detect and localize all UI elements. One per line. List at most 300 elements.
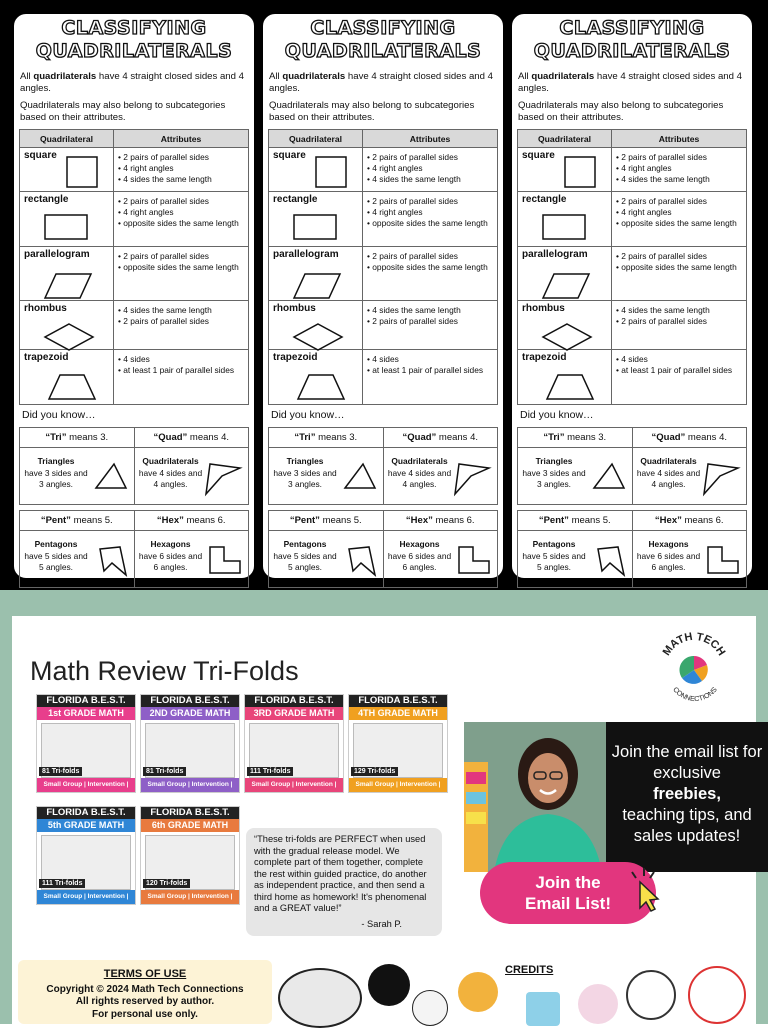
col-attributes: Attributes — [114, 130, 249, 148]
cover-count: 120 Tri-folds — [143, 879, 190, 888]
attributes-cell — [612, 192, 747, 247]
prefix-facts-2 — [268, 510, 498, 588]
card-intro — [263, 71, 503, 123]
quadrilateral-name-cell — [20, 350, 114, 405]
attributes-cell — [114, 247, 249, 301]
hex-heading — [134, 511, 249, 530]
tri-means: means 3. — [315, 432, 358, 443]
quadrilateral-name: trapezoid — [24, 352, 69, 363]
testimonial-author: - Sarah P. — [361, 918, 402, 929]
trapezoid-icon — [546, 374, 594, 403]
hexagons-cell — [134, 531, 249, 587]
quadrilaterals-label: Quadrilaterals — [391, 456, 448, 466]
cover-grade: 1st GRADE MATH — [37, 707, 135, 720]
promo-title: Math Review Tri-Folds — [30, 656, 299, 686]
parallelogram-icon — [293, 273, 341, 302]
intro-bold: quadrilaterals — [282, 71, 346, 82]
credit-badge-8[interactable] — [688, 966, 746, 1024]
terms-line2: All rights reserved by author. — [75, 996, 215, 1007]
attribute-item: • 4 sides — [118, 354, 245, 365]
hex-means: means 6. — [183, 515, 226, 526]
rectangle-icon — [44, 214, 88, 243]
attribute-item: • 2 pairs of parallel sides — [616, 196, 743, 207]
triangles-cell — [269, 448, 383, 504]
quadrilateral-name-cell — [269, 192, 363, 247]
cover-bar: FLORIDA B.E.S.T. — [349, 695, 447, 707]
svg-text:MATH TECH — [661, 631, 728, 658]
quadrilateral-row — [518, 247, 747, 301]
triangles-label: Triangles — [535, 456, 573, 466]
cover-bar: FLORIDA B.E.S.T. — [37, 695, 135, 707]
square-icon — [315, 156, 347, 191]
intro-paragraph-1 — [20, 71, 248, 94]
quadrilateral-name: rhombus — [522, 303, 565, 314]
email-pitch-post: teaching tips, and sales updates! — [622, 806, 752, 845]
testimonial — [246, 828, 442, 936]
quadrilateral-row — [269, 350, 498, 405]
pent-word: “Pent” — [40, 515, 71, 526]
quadrilaterals-label: Quadrilaterals — [640, 456, 697, 466]
tri-heading — [20, 428, 134, 447]
attribute-item: • 2 pairs of parallel sides — [616, 251, 743, 262]
product-cover[interactable] — [36, 694, 136, 802]
pentagons-label: Pentagons — [532, 539, 576, 549]
attribute-item: • 2 pairs of parallel sides — [367, 251, 494, 262]
pentagons-cell — [269, 531, 383, 587]
attribute-item: • opposite sides the same length — [367, 262, 494, 273]
credit-badge-2[interactable] — [368, 964, 410, 1006]
quadrilateral-name: parallelogram — [522, 249, 588, 260]
quad-means: means 4. — [436, 432, 478, 443]
pentagon-icon — [596, 545, 626, 577]
cover-grade: 4TH GRADE MATH — [349, 707, 447, 720]
quad-heading — [632, 428, 747, 447]
credit-badge-3[interactable] — [412, 990, 448, 1026]
attribute-item: • at least 1 pair of parallel sides — [616, 365, 743, 376]
intro-paragraph-1 — [518, 71, 746, 94]
l-hexagon-icon — [457, 545, 491, 575]
col-attributes: Attributes — [612, 130, 747, 148]
card-intro — [512, 71, 752, 123]
quadrilateral-name: rhombus — [273, 303, 316, 314]
credit-badge-1[interactable] — [278, 968, 362, 1028]
attributes-cell — [612, 301, 747, 350]
logo-icon — [652, 624, 736, 708]
triangles-cell — [518, 448, 632, 504]
did-you-know: Did you know… — [520, 409, 594, 421]
attribute-item: • 2 pairs of parallel sides — [616, 152, 743, 163]
attribute-item: • 4 right angles — [616, 163, 743, 174]
cover-grade: 2ND GRADE MATH — [141, 707, 239, 720]
quadrilateral-name-cell — [20, 192, 114, 247]
tri-heading — [269, 428, 383, 447]
parallelogram-icon — [542, 273, 590, 302]
attribute-item: • 4 right angles — [118, 163, 245, 174]
attribute-item: • 4 right angles — [367, 163, 494, 174]
attribute-item: • opposite sides the same length — [616, 262, 743, 273]
pent-means: means 5. — [319, 515, 362, 526]
card-intro — [14, 71, 254, 123]
quadrilateral-name-cell — [269, 247, 363, 301]
hex-means: means 6. — [432, 515, 475, 526]
credit-badge-6[interactable] — [578, 984, 618, 1024]
quadrilateral-row — [20, 350, 249, 405]
triangles-label: Triangles — [37, 456, 75, 466]
attribute-item: • opposite sides the same length — [367, 218, 494, 229]
quadrilateral-name-cell — [269, 301, 363, 350]
attribute-item: • 4 sides the same length — [367, 305, 494, 316]
attribute-item: • 4 sides the same length — [118, 174, 245, 185]
attribute-item: • 4 sides the same length — [118, 305, 245, 316]
trapezoid-icon — [48, 374, 96, 403]
attribute-item: • at least 1 pair of parallel sides — [118, 365, 245, 376]
dart-icon — [204, 462, 242, 496]
intro-paragraph-1 — [269, 71, 497, 94]
quad-means: means 4. — [187, 432, 229, 443]
quadrilaterals-desc: have 4 sides and 4 angles. — [138, 467, 203, 489]
attribute-item: • 2 pairs of parallel sides — [118, 251, 245, 262]
credit-badge-4[interactable] — [458, 972, 498, 1012]
math-tech-logo[interactable] — [652, 624, 736, 708]
attributes-cell — [363, 192, 498, 247]
cover-grade: 6th GRADE MATH — [141, 819, 239, 832]
quadrilateral-name: trapezoid — [273, 352, 318, 363]
attribute-item: • 2 pairs of parallel sides — [118, 152, 245, 163]
quadrilateral-name: rectangle — [273, 194, 318, 205]
card-title-line1: CLASSIFYING — [559, 17, 705, 39]
triangle-icon — [343, 462, 377, 490]
prefix-facts-2 — [517, 510, 747, 588]
quadrilaterals-cell — [632, 448, 747, 504]
attribute-item: • 4 sides the same length — [367, 174, 494, 185]
quad-heading — [383, 428, 498, 447]
attribute-item: • 2 pairs of parallel sides — [118, 316, 245, 327]
prefix-facts-2 — [19, 510, 249, 588]
hexagons-label: Hexagons — [399, 539, 440, 549]
attribute-item: • 4 right angles — [367, 207, 494, 218]
attribute-item: • 4 sides the same length — [616, 174, 743, 185]
prefix-facts-1 — [517, 427, 747, 505]
quadrilateral-name-cell — [518, 247, 612, 301]
quadrilateral-name-cell — [20, 301, 114, 350]
intro-post: have 4 straight closed sides and 4 angles. — [20, 71, 244, 94]
tri-word: “Tri” — [45, 432, 67, 443]
cursor-icon — [626, 868, 660, 912]
quadrilateral-name: square — [24, 150, 57, 161]
l-hexagon-icon — [706, 545, 740, 575]
cover-bar: FLORIDA B.E.S.T. — [141, 695, 239, 707]
intro-paragraph-2: Quadrilaterals may also belong to subcategories based on their attributes. — [518, 100, 724, 123]
join-email-button[interactable] — [480, 862, 656, 924]
pentagons-label: Pentagons — [34, 539, 78, 549]
attribute-item: • 2 pairs of parallel sides — [616, 316, 743, 327]
card-title-line2: QUADRILATERALS — [35, 40, 233, 62]
card-title-line2: QUADRILATERALS — [533, 40, 731, 62]
quadrilateral-table — [268, 129, 498, 405]
credit-badge-5[interactable] — [526, 992, 560, 1026]
prefix-facts-1 — [268, 427, 498, 505]
cover-strip: Small Group | Intervention | Test Prep — [141, 778, 239, 792]
did-you-know: Did you know… — [22, 409, 96, 421]
intro-post: have 4 straight closed sides and 4 angles. — [269, 71, 493, 94]
attribute-item: • 4 right angles — [616, 207, 743, 218]
cover-strip: Small Group | Intervention | Test Prep — [37, 890, 135, 904]
hexagons-desc: have 6 sides and 6 angles. — [387, 550, 452, 572]
pentagons-desc: have 5 sides and 5 angles. — [24, 550, 88, 572]
l-hexagon-icon — [208, 545, 242, 575]
email-pitch — [606, 722, 768, 872]
author-photo — [464, 722, 606, 872]
intro-pre: All — [269, 71, 283, 82]
card-title-line2: QUADRILATERALS — [284, 40, 482, 62]
attribute-item: • at least 1 pair of parallel sides — [367, 365, 494, 376]
cover-bar: FLORIDA B.E.S.T. — [37, 807, 135, 819]
quad-heading — [134, 428, 249, 447]
col-quadrilateral: Quadrilateral — [518, 130, 612, 148]
quadrilateral-name: square — [273, 150, 306, 161]
quad-means: means 4. — [685, 432, 727, 443]
attributes-cell — [363, 301, 498, 350]
quadrilateral-name-cell — [518, 192, 612, 247]
attributes-cell — [114, 192, 249, 247]
quadrilaterals-cell — [383, 448, 498, 504]
quadrilateral-row — [20, 247, 249, 301]
intro-bold: quadrilaterals — [33, 71, 97, 82]
did-you-know: Did you know… — [271, 409, 345, 421]
quadrilateral-row — [269, 247, 498, 301]
attributes-cell — [612, 350, 747, 405]
quadrilateral-name: parallelogram — [273, 249, 339, 260]
prefix-facts-1 — [19, 427, 249, 505]
quadrilateral-name: rectangle — [24, 194, 69, 205]
quadrilateral-name: square — [522, 150, 555, 161]
dart-icon — [702, 462, 740, 496]
quadrilateral-name-cell — [518, 350, 612, 405]
card-title — [14, 17, 254, 67]
pentagon-icon — [98, 545, 128, 577]
parallelogram-icon — [44, 273, 92, 302]
triangles-desc: have 3 sides and 3 angles. — [24, 467, 88, 489]
quadrilateral-row — [518, 350, 747, 405]
hexagons-cell — [632, 531, 747, 587]
triangles-cell — [20, 448, 134, 504]
credits-heading: CREDITS — [505, 964, 554, 976]
hexagons-desc: have 6 sides and 6 angles. — [636, 550, 701, 572]
terms-line1: Copyright © 2024 Math Tech Connections — [46, 983, 244, 995]
attributes-cell — [363, 247, 498, 301]
tri-word: “Tri” — [294, 432, 316, 443]
pentagons-cell — [518, 531, 632, 587]
quadrilateral-row — [20, 148, 249, 192]
pent-means: means 5. — [70, 515, 113, 526]
attribute-item: • opposite sides the same length — [118, 262, 245, 273]
pent-heading — [518, 511, 632, 530]
pentagons-cell — [20, 531, 134, 587]
quadrilateral-name-cell — [269, 148, 363, 192]
cover-strip: Small Group | Intervention | Test Prep — [245, 778, 343, 792]
trifold-card-1 — [12, 12, 256, 580]
logo-text-top: MATH TECH — [660, 630, 728, 658]
quadrilateral-name-cell — [269, 350, 363, 405]
pent-heading — [20, 511, 134, 530]
quadrilaterals-desc: have 4 sides and 4 angles. — [387, 467, 452, 489]
col-quadrilateral: Quadrilateral — [269, 130, 363, 148]
cover-strip: Small Group | Intervention | Test Prep — [141, 890, 239, 904]
product-cover[interactable] — [140, 806, 240, 914]
attribute-item: • 2 pairs of parallel sides — [367, 152, 494, 163]
quadrilaterals-label: Quadrilaterals — [142, 456, 199, 466]
attributes-cell — [114, 148, 249, 192]
intro-bold: quadrilaterals — [531, 71, 595, 82]
hexagons-label: Hexagons — [648, 539, 689, 549]
quadrilaterals-cell — [134, 448, 249, 504]
intro-paragraph-2: Quadrilaterals may also belong to subcategories based on their attributes. — [20, 100, 226, 123]
col-quadrilateral: Quadrilateral — [20, 130, 114, 148]
triangles-label: Triangles — [286, 456, 324, 466]
intro-pre: All — [518, 71, 532, 82]
pent-word: “Pent” — [538, 515, 569, 526]
quadrilateral-row — [269, 192, 498, 247]
quadrilaterals-desc: have 4 sides and 4 angles. — [636, 467, 701, 489]
pent-means: means 5. — [568, 515, 611, 526]
quadrilateral-table — [19, 129, 249, 405]
tri-means: means 3. — [66, 432, 109, 443]
testimonial-text: “These tri-folds are PERFECT when used with the gradual release model. We complete part of them together, complete the rest within guided practice, do another as independent practice, and then send a third home as homework! It's phenomenal and a GREAT value!” — [254, 834, 427, 913]
tri-means: means 3. — [564, 432, 607, 443]
intro-paragraph-2: Quadrilaterals may also belong to subcategories based on their attributes. — [269, 100, 475, 123]
pentagons-desc: have 5 sides and 5 angles. — [522, 550, 586, 572]
hex-word: “Hex” — [156, 515, 184, 526]
hexagons-desc: have 6 sides and 6 angles. — [138, 550, 203, 572]
cover-count: 81 Tri-folds — [143, 767, 186, 776]
triangle-icon — [94, 462, 128, 490]
hex-word: “Hex” — [405, 515, 433, 526]
hex-word: “Hex” — [654, 515, 682, 526]
attribute-item: • 4 right angles — [118, 207, 245, 218]
quadrilateral-name-cell — [518, 148, 612, 192]
hexagons-label: Hexagons — [150, 539, 191, 549]
quadrilateral-name-cell — [518, 301, 612, 350]
cover-bar: FLORIDA B.E.S.T. — [245, 695, 343, 707]
rectangle-icon — [293, 214, 337, 243]
cover-count: 111 Tri-folds — [39, 879, 85, 888]
quadrilateral-row — [20, 301, 249, 350]
pentagons-desc: have 5 sides and 5 angles. — [273, 550, 337, 572]
quadrilateral-name-cell — [20, 148, 114, 192]
hex-means: means 6. — [681, 515, 724, 526]
col-attributes: Attributes — [363, 130, 498, 148]
card-title-line1: CLASSIFYING — [310, 17, 456, 39]
terms-line3: For personal use only. — [92, 1008, 198, 1020]
cover-count: 129 Tri-folds — [351, 767, 398, 776]
quadrilateral-name: rectangle — [522, 194, 567, 205]
product-cover[interactable] — [348, 694, 448, 802]
dart-icon — [453, 462, 491, 496]
hex-heading — [632, 511, 747, 530]
quadrilateral-name: rhombus — [24, 303, 67, 314]
tri-word: “Tri” — [543, 432, 565, 443]
cover-bar: FLORIDA B.E.S.T. — [141, 807, 239, 819]
attribute-item: • opposite sides the same length — [616, 218, 743, 229]
pentagon-icon — [347, 545, 377, 577]
attributes-cell — [612, 247, 747, 301]
pent-heading — [269, 511, 383, 530]
quadrilateral-row — [20, 192, 249, 247]
square-icon — [564, 156, 596, 191]
triangle-icon — [592, 462, 626, 490]
quad-word: “Quad” — [402, 432, 437, 443]
quadrilateral-row — [518, 192, 747, 247]
join-email-label: Join the Email List! — [525, 873, 611, 913]
intro-pre: All — [20, 71, 34, 82]
attribute-item: • 2 pairs of parallel sides — [118, 196, 245, 207]
product-cover[interactable] — [140, 694, 240, 802]
cover-grade: 3RD GRADE MATH — [245, 707, 343, 720]
email-pitch-bold: freebies, — [653, 785, 721, 803]
hexagons-cell — [383, 531, 498, 587]
quadrilateral-row — [269, 148, 498, 192]
cover-strip: Small Group | Intervention | Test Prep — [349, 778, 447, 792]
attribute-item: • 4 sides — [367, 354, 494, 365]
card-title — [512, 17, 752, 67]
quad-word: “Quad” — [651, 432, 686, 443]
quadrilateral-table — [517, 129, 747, 405]
trapezoid-icon — [297, 374, 345, 403]
intro-post: have 4 straight closed sides and 4 angles. — [518, 71, 742, 94]
quadrilateral-row — [518, 148, 747, 192]
attributes-cell — [363, 350, 498, 405]
attribute-item: • 4 sides — [616, 354, 743, 365]
product-cover[interactable] — [244, 694, 344, 802]
hex-heading — [383, 511, 498, 530]
trifold-card-2 — [261, 12, 505, 580]
attributes-cell — [114, 350, 249, 405]
person-photo-icon — [464, 722, 606, 872]
pent-word: “Pent” — [289, 515, 320, 526]
email-pitch-pre: Join the email list for exclusive — [611, 743, 763, 782]
quadrilateral-name-cell — [20, 247, 114, 301]
product-cover[interactable] — [36, 806, 136, 914]
quadrilateral-name: trapezoid — [522, 352, 567, 363]
trifold-card-3 — [510, 12, 754, 580]
rectangle-icon — [542, 214, 586, 243]
quadrilateral-name: parallelogram — [24, 249, 90, 260]
attributes-cell — [363, 148, 498, 192]
cover-count: 111 Tri-folds — [247, 767, 293, 776]
credit-badge-7[interactable] — [626, 970, 676, 1020]
quadrilateral-row — [518, 301, 747, 350]
attribute-item: • 4 sides the same length — [616, 305, 743, 316]
attribute-item: • 2 pairs of parallel sides — [367, 196, 494, 207]
terms-title: TERMS OF USE — [103, 968, 187, 980]
quad-word: “Quad” — [153, 432, 188, 443]
cover-count: 81 Tri-folds — [39, 767, 82, 776]
attribute-item: • opposite sides the same length — [118, 218, 245, 229]
attributes-cell — [612, 148, 747, 192]
pentagons-label: Pentagons — [283, 539, 327, 549]
triangles-desc: have 3 sides and 3 angles. — [522, 467, 586, 489]
square-icon — [66, 156, 98, 191]
card-title — [263, 17, 503, 67]
quadrilateral-row — [269, 301, 498, 350]
cover-grade: 5th GRADE MATH — [37, 819, 135, 832]
card-title-line1: CLASSIFYING — [61, 17, 207, 39]
cover-strip: Small Group | Intervention | Test Prep — [37, 778, 135, 792]
attributes-cell — [114, 301, 249, 350]
svg-text:CONNECTIONS — [671, 686, 719, 703]
terms-of-use — [18, 960, 272, 1024]
logo-text-bottom: CONNECTIONS — [671, 686, 719, 704]
